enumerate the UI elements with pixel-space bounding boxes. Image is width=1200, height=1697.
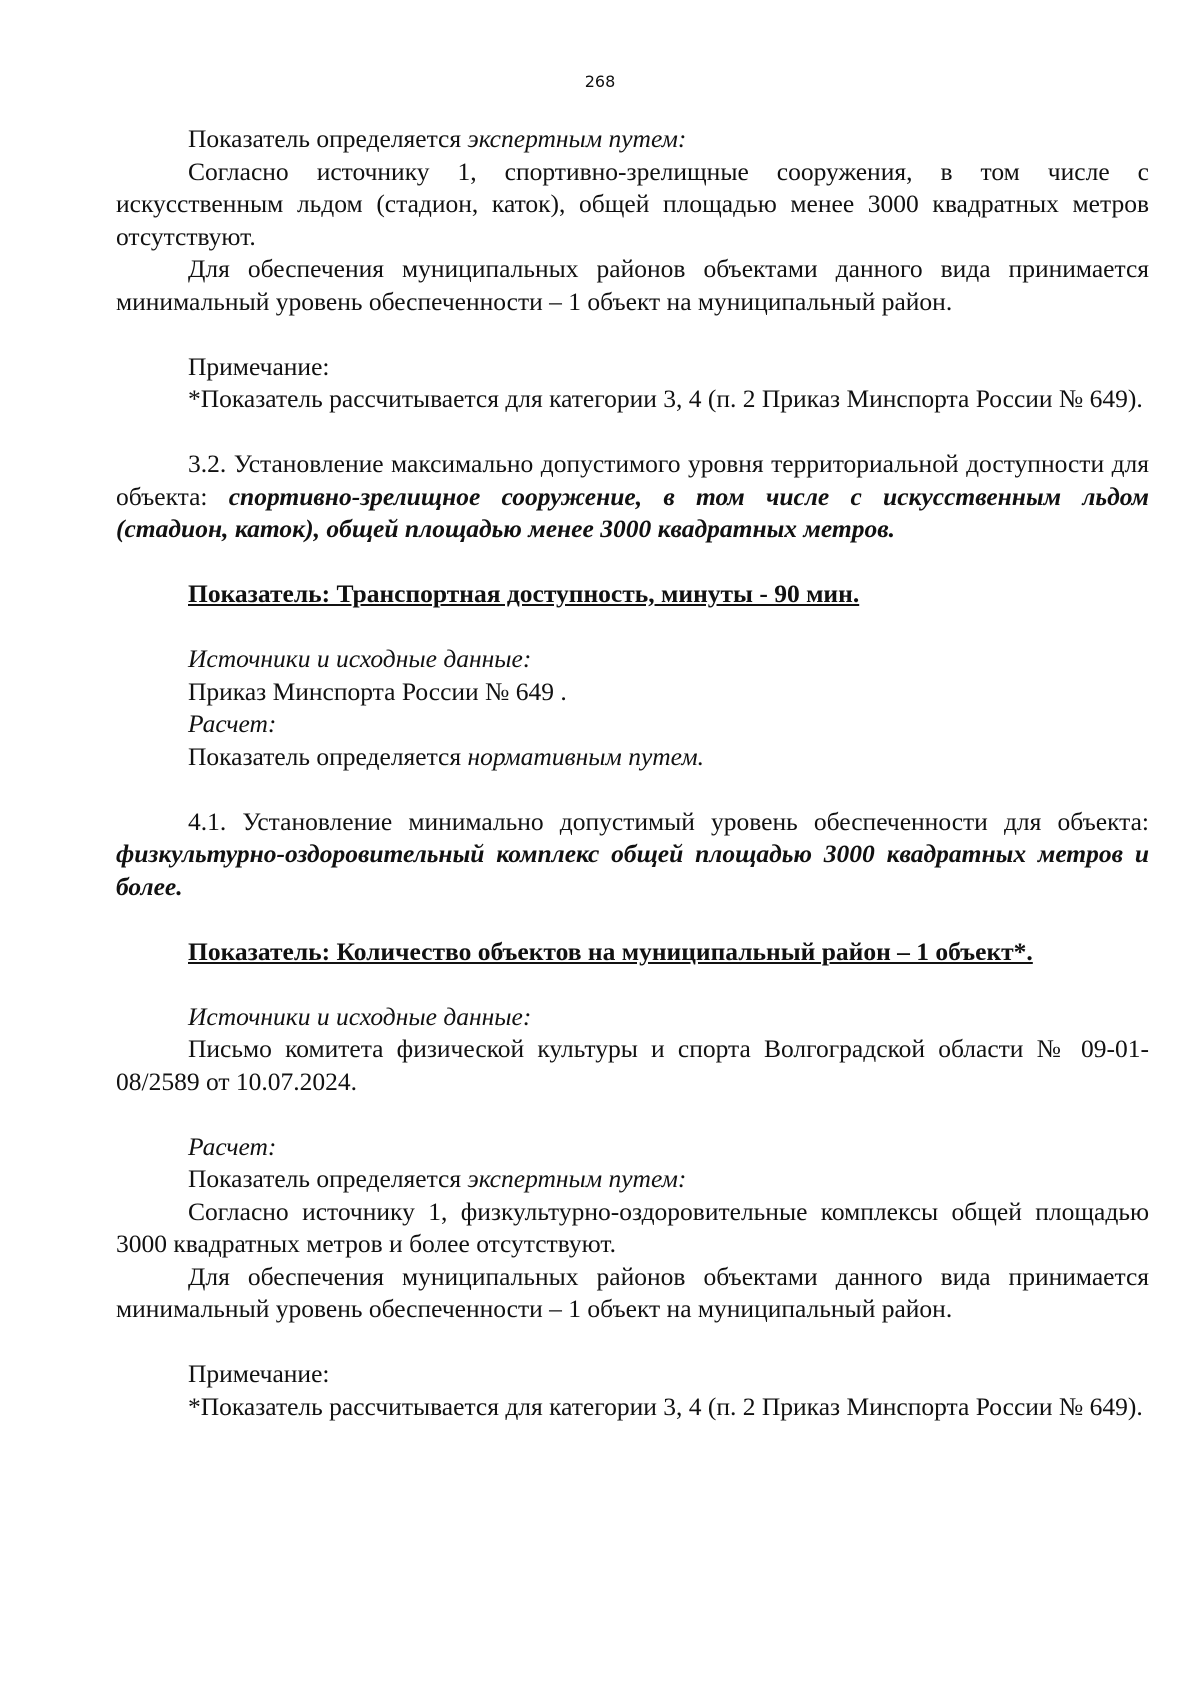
section-object-text: спортивно-зрелищное сооружение, в том числе с искусственным льдом (стадион, каток), общей площадью менее 3000 квадратных метров. xyxy=(116,481,1149,543)
calc-label-text: Расчет: xyxy=(188,709,277,738)
section-object-text: физкультурно-оздоровительный комплекс общей площадью 3000 квадратных метров и более. xyxy=(116,839,1149,901)
method-italic: экспертным путем: xyxy=(467,124,687,153)
note-label: Примечание: xyxy=(188,1359,330,1388)
calc-italic: нормативным путем. xyxy=(467,741,705,771)
calc-italic: экспертным путем: xyxy=(467,1164,687,1193)
note-text: *Показатель рассчитывается для категории 3, 4 (п. 2 Приказ Минспорта России № 649). xyxy=(188,1391,1143,1421)
paragraph: Для обеспечения муниципальных районов объектами данного вида принимается минимальный уровень обеспеченности – 1 объект на муниципальный район. xyxy=(116,1261,1149,1323)
calc-label xyxy=(116,708,1149,741)
section-4-1-lead xyxy=(116,806,1149,904)
sources-label xyxy=(116,1001,1149,1034)
calc-label-text: Расчет: xyxy=(188,1131,277,1161)
paragraph: Согласно источнику 1, физкультурно-оздоровительные комплексы общей площадью 3000 квадратных метров и более отсутствуют. xyxy=(116,1196,1149,1258)
indicator-heading: Показатель: Транспортная доступность, минуты - 90 мин. xyxy=(188,579,860,608)
method-line xyxy=(116,123,1149,156)
paragraph: Для обеспечения муниципальных районов объектами данного вида принимается минимальный уровень обеспеченности – 1 объект на муниципальный район. xyxy=(116,254,1149,316)
calc-prefix: Показатель определяется xyxy=(188,1164,468,1193)
method-prefix: Показатель определяется xyxy=(188,124,468,153)
calc-line xyxy=(116,741,1149,774)
note-label: Примечание: xyxy=(188,351,330,381)
page-number: 268 xyxy=(584,72,616,91)
calc-prefix: Показатель определяется xyxy=(188,741,468,771)
section-lead-text: 4.1. Установление минимально допустимый уровень обеспеченности для объекта: xyxy=(188,806,1149,836)
sources-text: Приказ Минспорта России № 649 . xyxy=(188,676,567,706)
note-text: *Показатель рассчитывается для категории 3, 4 (п. 2 Приказ Минспорта России № 649). xyxy=(188,384,1143,413)
sources-label xyxy=(116,643,1149,676)
paragraph: Согласно источнику 1, спортивно-зрелищные сооружения, в том числе с искусственным льдом (стадион, каток), общей площадью менее 3000 квадратных метров отсутствуют. xyxy=(116,156,1149,251)
sources-label-text: Источники и исходные данные: xyxy=(188,1001,532,1031)
sources-text: Письмо комитета физической культуры и спорта Волгоградской области № 09-01-08/2589 от 10.07.2024. xyxy=(116,1034,1149,1096)
section-lead-text: 3.2. Установление максимально допустимого уровня территориальной доступности для объекта: xyxy=(116,449,1149,511)
section-3-2-lead xyxy=(116,448,1149,546)
calc-label xyxy=(116,1131,1149,1164)
page-content xyxy=(116,123,1149,1423)
indicator-heading: Показатель: Количество объектов на муниципальный район – 1 объект*. xyxy=(188,936,1033,966)
sources-label-text: Источники и исходные данные: xyxy=(188,644,532,673)
calc-line xyxy=(116,1163,1149,1196)
